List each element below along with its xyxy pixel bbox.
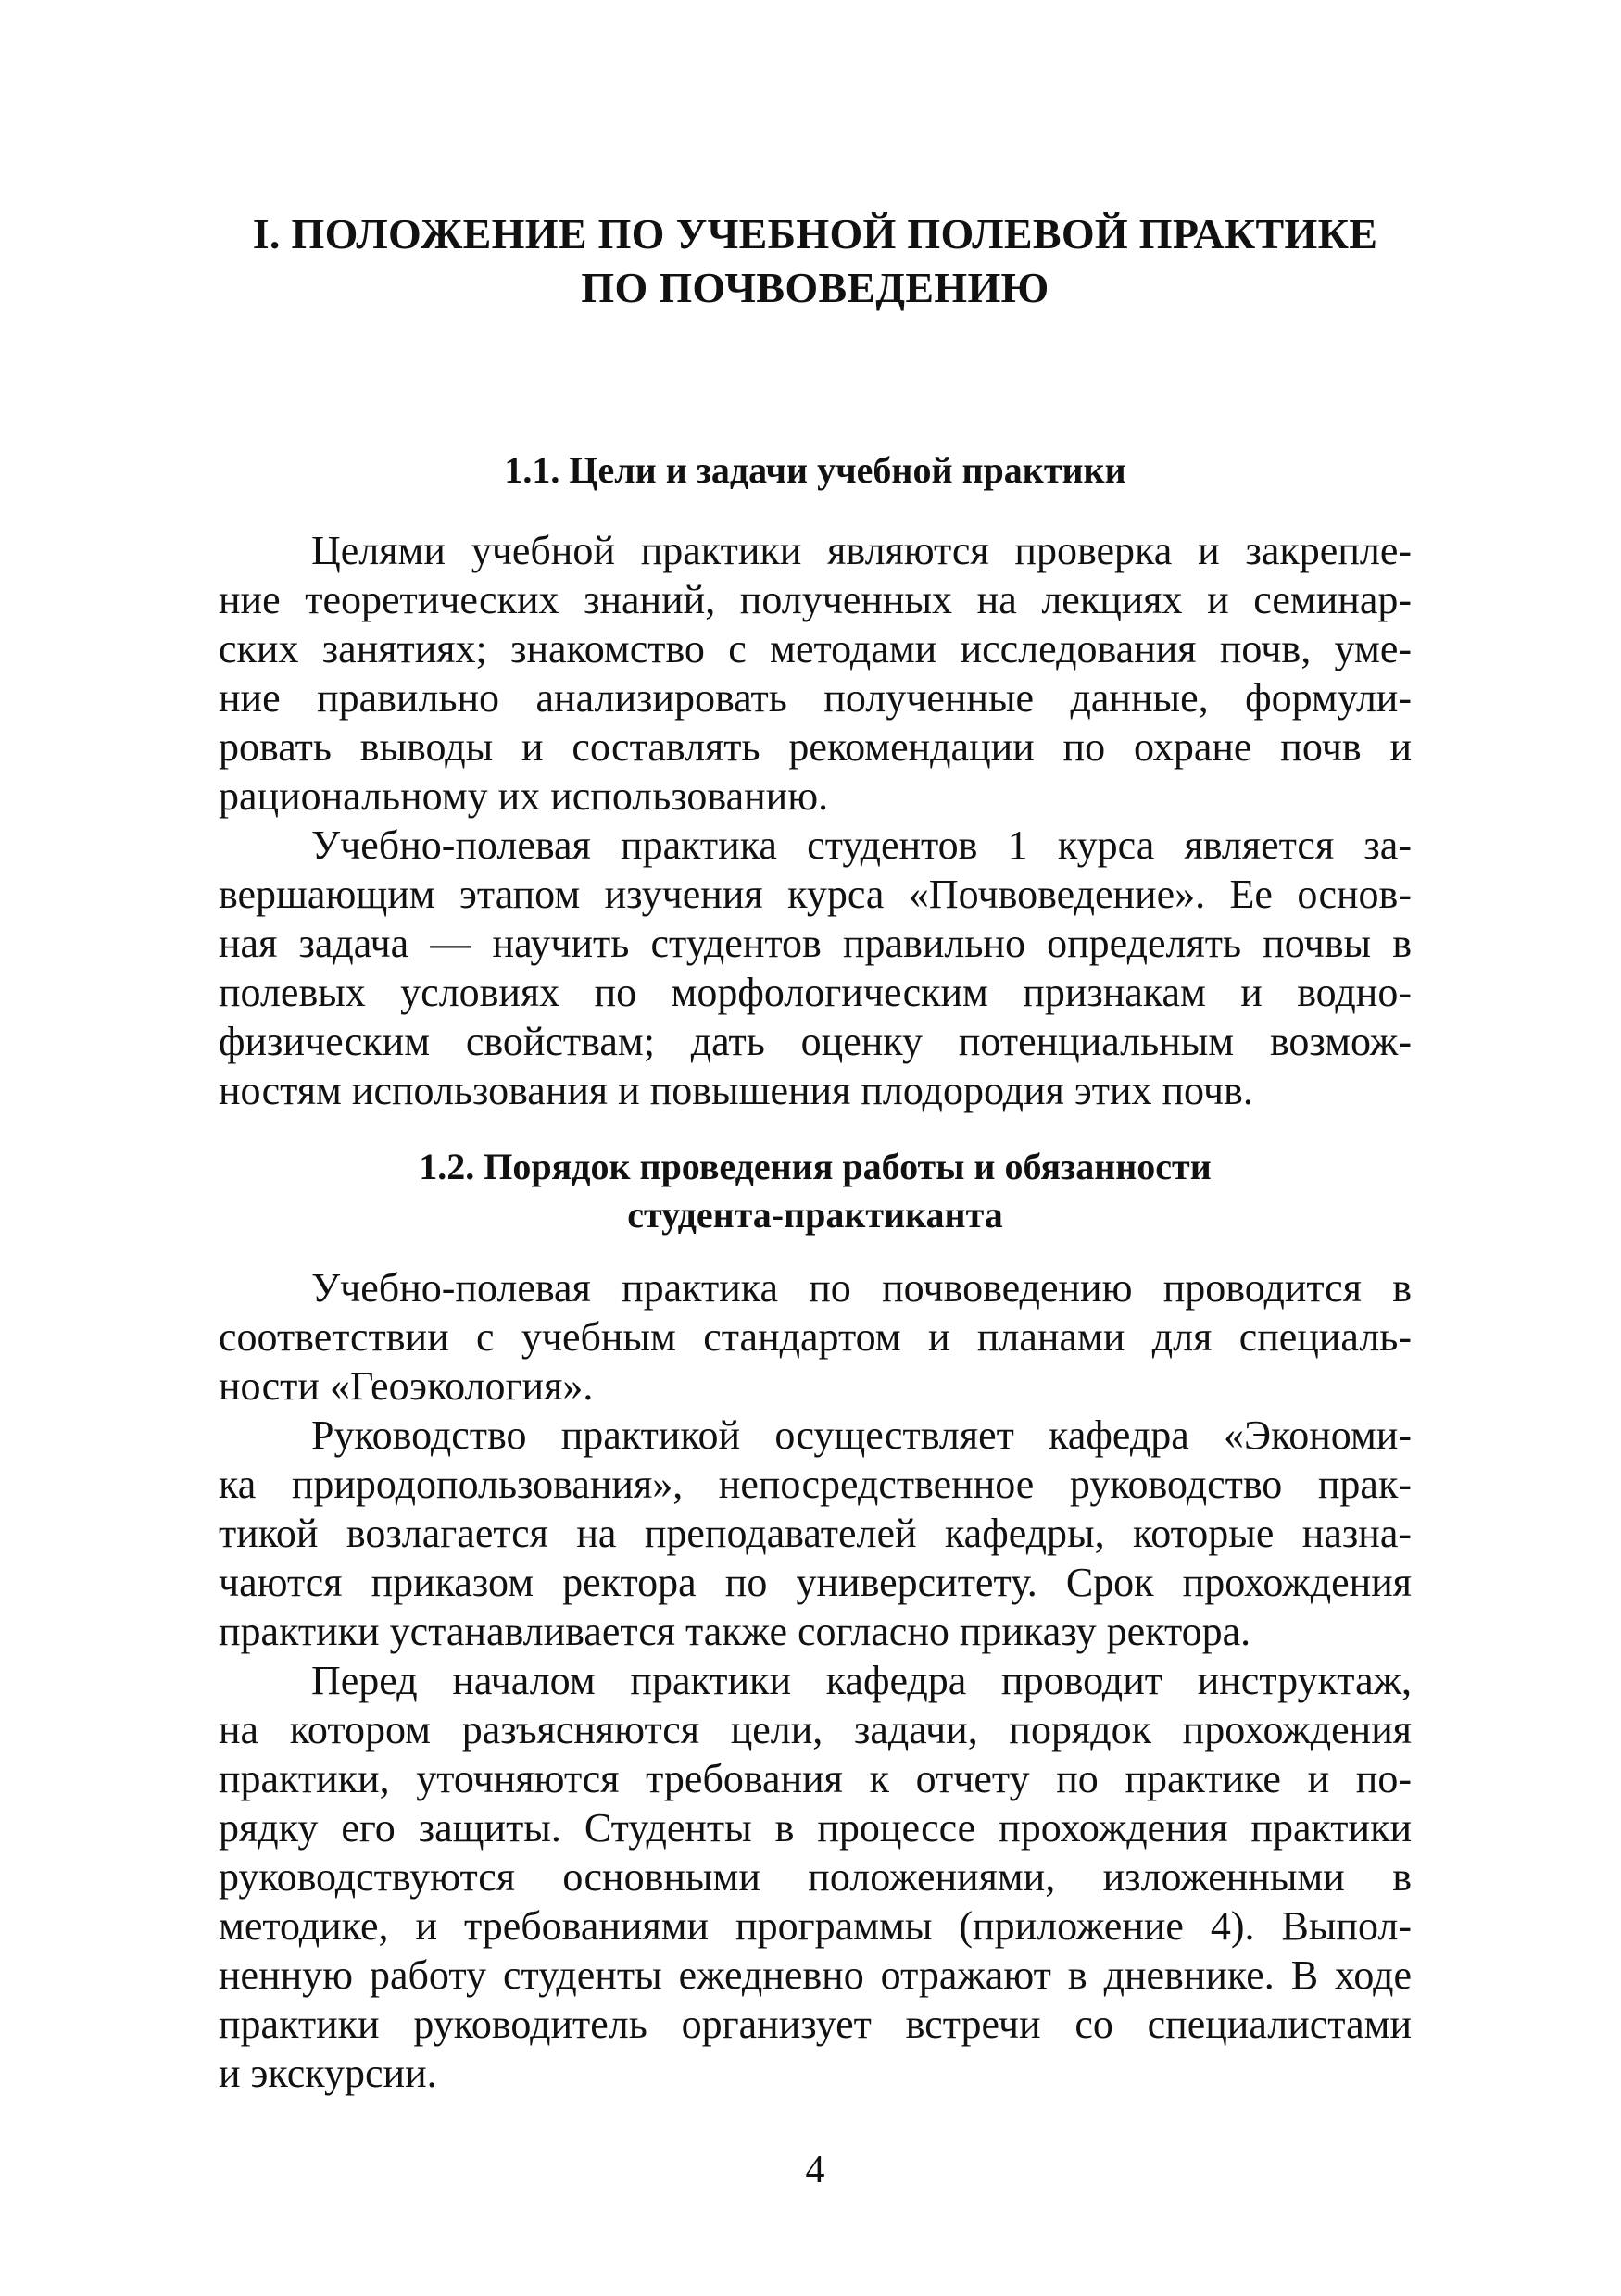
- text-line: ная задача — научить студентов правильно определять почвы в: [219, 921, 1412, 966]
- chapter-title-line: ПО ПОЧВОВЕДЕНИЮ: [581, 264, 1049, 311]
- text-line: Целями учебной практики являются проверка и закрепле-: [311, 528, 1412, 573]
- section-heading-1-2: [219, 1143, 1412, 1239]
- paragraph: [219, 1263, 1412, 1411]
- text-line: вершающим этапом изучения курса «Почвоведение». Ее основ-: [219, 872, 1412, 917]
- chapter-title: [219, 207, 1412, 315]
- paragraph: [219, 1411, 1412, 1656]
- paragraph: [219, 1656, 1412, 2098]
- text-line: ностям использования и повышения плодородия этих почв.: [219, 1068, 1253, 1113]
- document-page: [219, 0, 1412, 2296]
- text-line: практики устанавливается также согласно приказу ректора.: [219, 1609, 1251, 1654]
- text-line: методике, и требованиями программы (приложение 4). Выпол-: [219, 1903, 1412, 1949]
- text-line: тикой возлагается на преподавателей кафедры, которые назна-: [219, 1511, 1412, 1556]
- paragraph: [219, 821, 1412, 1115]
- text-line: физическим свойствам; дать оценку потенциальным возмож-: [219, 1019, 1412, 1064]
- text-line: Учебно-полевая практика по почвоведению проводится в: [311, 1265, 1412, 1311]
- text-line: и экскурсии.: [219, 2051, 437, 2096]
- section-heading-1-1: [219, 446, 1412, 495]
- text-line: соответствии с учебным стандартом и планами для специаль-: [219, 1314, 1412, 1360]
- text-line: чаются приказом ректора по университету. Срок прохождения: [219, 1560, 1412, 1605]
- text-line: рациональному их использованию.: [219, 773, 829, 819]
- section-body-1-2: [219, 1263, 1412, 2098]
- text-line: ка природопользования», непосредственное руководство прак-: [219, 1462, 1412, 1507]
- section-heading-line: 1.1. Цели и задачи учебной практики: [504, 449, 1126, 491]
- paragraph: [219, 526, 1412, 821]
- page-number: 4: [805, 2149, 825, 2191]
- text-line: на котором разъясняются цели, задачи, порядок прохождения: [219, 1707, 1412, 1752]
- text-line: полевых условиях по морфологическим признакам и водно-: [219, 970, 1412, 1015]
- text-line: ние правильно анализировать полученные данные, формули-: [219, 675, 1412, 721]
- text-line: Учебно-полевая практика студентов 1 курса является за-: [311, 822, 1412, 868]
- section-body-1-1: [219, 526, 1412, 1115]
- text-line: рядку его защиты. Студенты в процессе прохождения практики: [219, 1805, 1412, 1851]
- text-line: практики, уточняются требования к отчету по практике и по-: [219, 1756, 1412, 1801]
- section-heading-line: студента-практиканта: [627, 1194, 1003, 1236]
- text-line: практики руководитель организует встречи со специалистами: [219, 2001, 1412, 2047]
- section-heading-line: 1.2. Порядок проведения работы и обязанности: [419, 1146, 1212, 1187]
- text-line: ских занятиях; знакомство с методами исследования почв, уме-: [219, 626, 1412, 671]
- text-line: ние теоретических знаний, полученных на лекциях и семинар-: [219, 577, 1412, 622]
- chapter-title-line: I. ПОЛОЖЕНИЕ ПО УЧЕБНОЙ ПОЛЕВОЙ ПРАКТИКЕ: [252, 210, 1378, 257]
- text-line: ровать выводы и составлять рекомендации по охране почв и: [219, 724, 1412, 770]
- text-line: ненную работу студенты ежедневно отражают в дневнике. В ходе: [219, 1952, 1412, 1998]
- text-line: Перед началом практики кафедра проводит инструктаж,: [311, 1658, 1412, 1703]
- text-line: Руководство практикой осуществляет кафедра «Экономи-: [311, 1412, 1412, 1458]
- text-line: ности «Геоэкология».: [219, 1363, 594, 1409]
- text-line: руководствуются основными положениями, изложенными в: [219, 1854, 1412, 1900]
